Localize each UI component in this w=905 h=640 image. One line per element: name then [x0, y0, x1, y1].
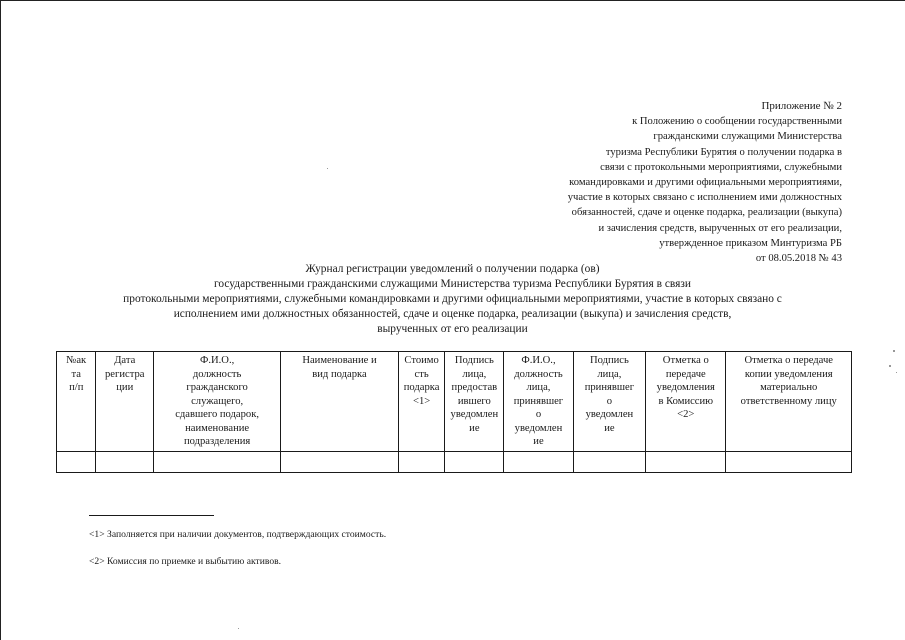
column-header: Подпись лица, предостав ившего уведомлен ие — [445, 352, 504, 452]
footnote-rule — [89, 515, 214, 516]
journal-title-line: государственными гражданскими служащими Министерства туризма Республики Бурятия в связи — [214, 278, 691, 290]
table-cell — [726, 451, 852, 472]
footnote-2: <2> Комиссия по приемке и выбытию активов. — [89, 556, 282, 567]
appendix-number: Приложение № 2 — [761, 100, 842, 112]
column-header: Подпись лица, принявшег о уведомлен ие — [573, 352, 645, 452]
table-cell — [398, 451, 445, 472]
scan-speck — [896, 372, 897, 373]
table-cell — [154, 451, 281, 472]
column-header: Отметка о передаче уведомления в Комиссию <2> — [646, 352, 726, 452]
column-header: Наименование и вид подарка — [281, 352, 399, 452]
approval-line: и зачисления средств, вырученных от его реализации, — [598, 222, 842, 234]
approval-line: командировками и другими официальными мероприятиями, — [569, 177, 842, 189]
table-cell — [281, 451, 399, 472]
table-cell — [57, 451, 96, 472]
journal-title-line: Журнал регистрации уведомлений о получении подарка (ов) — [305, 263, 600, 275]
table-cell — [445, 451, 504, 472]
journal-title-line: протокольными мероприятиями, служебными командировками и другими официальными мероприятиями, участие в которых связано с — [123, 293, 782, 305]
table-cell — [96, 451, 154, 472]
scan-edge-top — [0, 0, 905, 1]
scan-speck — [327, 168, 328, 169]
column-header: Ф.И.О., должность гражданского служащего, сдавшего подарок, наименование подразделения — [154, 352, 281, 452]
approval-line: участие в которых связано с исполнением ими должностных — [567, 192, 842, 204]
approval-block — [502, 99, 842, 266]
scan-speck — [893, 350, 895, 352]
approval-line: гражданскими служащими Министерства — [653, 131, 842, 143]
approval-line: туризма Республики Бурятия о получении подарка в — [605, 146, 842, 158]
approval-line: к Положению о сообщении государственными — [632, 116, 842, 128]
table-cell — [504, 451, 573, 472]
footnote-1: <1> Заполняется при наличии документов, подтверждающих стоимость. — [89, 529, 387, 540]
journal-title — [30, 262, 875, 337]
approval-line: обязанностей, сдаче и оценке подарка, реализации (выкупа) — [571, 207, 842, 219]
column-header: Отметка о передаче копии уведомления материально ответственному лицу — [726, 352, 852, 452]
column-header: Стоимо сть подарка <1> — [398, 352, 445, 452]
table-cell — [573, 451, 645, 472]
column-header: Дата регистра ции — [96, 352, 154, 452]
scan-speck — [889, 365, 891, 367]
table-row — [57, 451, 852, 472]
approval-line: связи с протокольными мероприятиями, служебными — [600, 161, 842, 173]
journal-title-line: вырученных от его реализации — [377, 323, 528, 335]
column-header: Ф.И.О., должность лица, принявшег о уведомлен ие — [504, 352, 573, 452]
approval-line: от 08.05.2018 № 43 — [755, 253, 842, 265]
journal-title-line: исполнением ими должностных обязанностей, сдаче и оценке подарка, реализации (выкупа) и зачисления средств, — [173, 308, 732, 320]
scan-speck — [238, 628, 239, 629]
table-header-row — [57, 352, 852, 452]
approval-line: утвержденное приказом Минтуризма РБ — [659, 237, 842, 249]
column-header: №ак та п/п — [57, 352, 96, 452]
registration-table — [56, 351, 852, 473]
table-cell — [646, 451, 726, 472]
scan-edge-left — [0, 0, 1, 640]
